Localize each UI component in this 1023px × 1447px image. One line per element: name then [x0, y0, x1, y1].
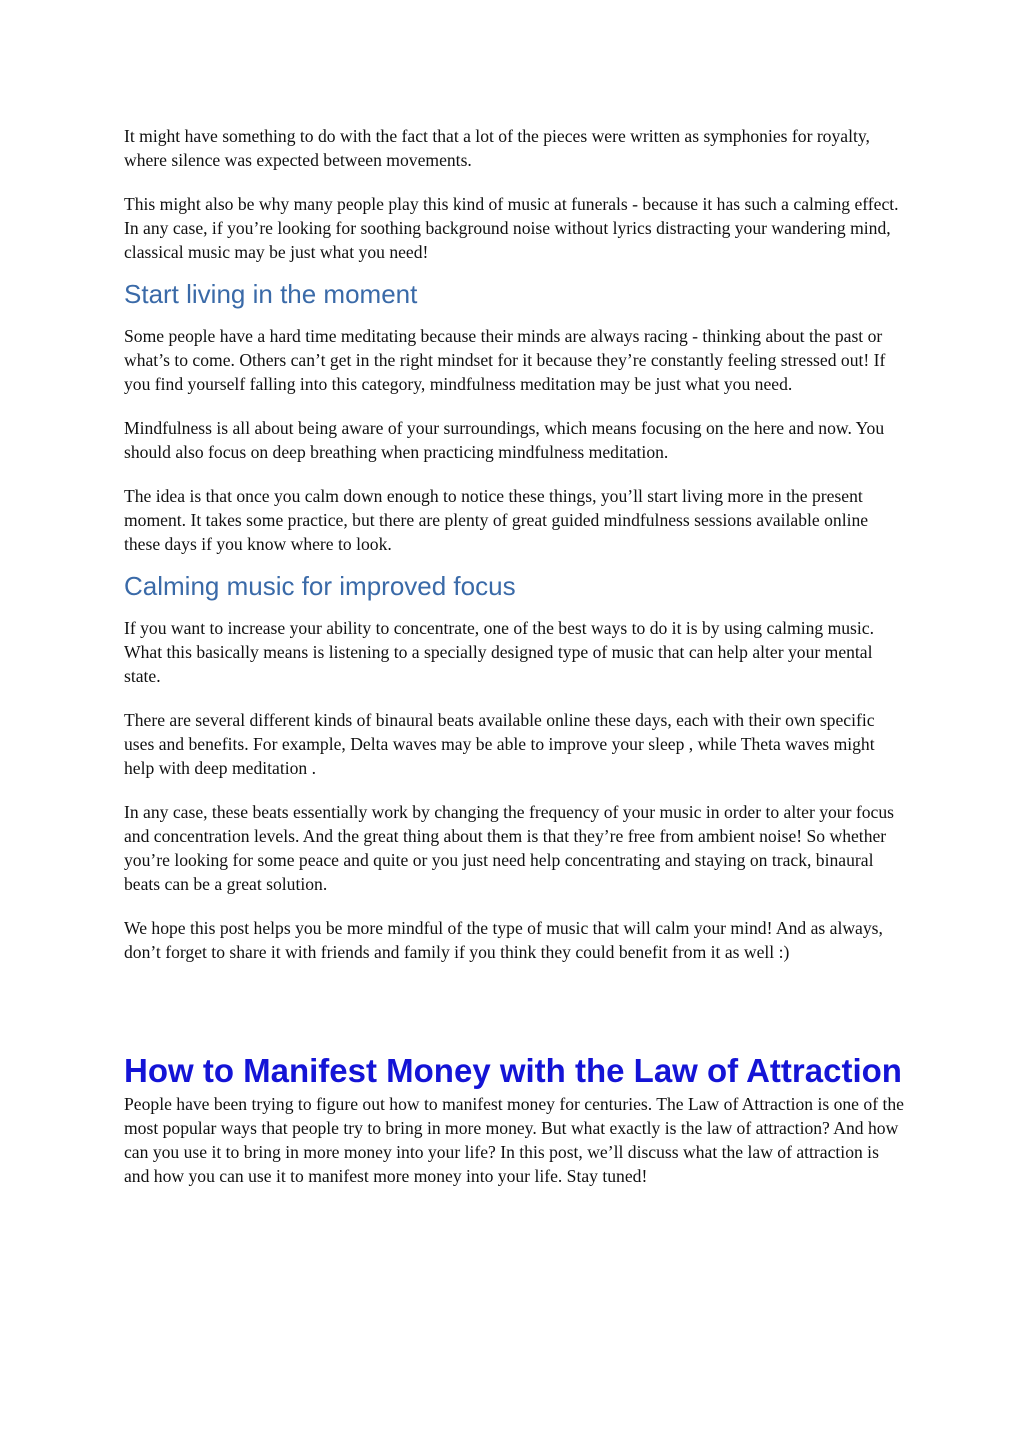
paragraph: In any case, these beats essentially work by changing the frequency of your music in order to alter your focus and concentration levels. And the great thing about them is that they’re free from ambient noise! So whether you’re looking for some peace and quite or you just need help concentrating and staying on track, binaural beats can be a great solution.: [124, 802, 894, 894]
section-heading-living-moment: Start living in the moment: [124, 279, 418, 309]
document-page: [124, 124, 904, 1208]
article-intro: People have been trying to figure out how to manifest money for centuries. The Law of Attraction is one of the most popular ways that people try to bring in more money. But what exactly is the law of attraction? And how can you use it to bring in more money into your life? In this post, we’ll discuss what the law of attraction is and how you can use it to manifest more money into your life. Stay tuned!: [124, 1094, 904, 1186]
paragraph: It might have something to do with the fact that a lot of the pieces were written as symphonies for royalty, where silence was expected between movements.: [124, 126, 870, 170]
paragraph: Mindfulness is all about being aware of your surroundings, which means focusing on the here and now. You should also focus on deep breathing when practicing mindfulness meditation.: [124, 418, 885, 462]
section-heading-calming-music: Calming music for improved focus: [124, 571, 516, 601]
paragraph: The idea is that once you calm down enough to notice these things, you’ll start living more in the present moment. It takes some practice, but there are plenty of great guided mindfulness sessions available online these days if you know where to look.: [124, 486, 869, 554]
article-title: How to Manifest Money with the Law of Attraction: [124, 1052, 902, 1089]
paragraph: If you want to increase your ability to concentrate, one of the best ways to do it is by using calming music. What this basically means is listening to a specially designed type of music that can help alter your mental state.: [124, 618, 875, 686]
section-spacer: [124, 984, 904, 1050]
paragraph: This might also be why many people play this kind of music at funerals - because it has such a calming effect. In any case, if you’re looking for soothing background noise without lyrics distracting your wandering mind, classical music may be just what you need!: [124, 194, 899, 262]
paragraph: There are several different kinds of binaural beats available online these days, each with their own specific uses and benefits. For example, Delta waves may be able to improve your sleep , while Theta waves might help with deep meditation .: [124, 710, 875, 778]
paragraph: Some people have a hard time meditating because their minds are always racing - thinking about the past or what’s to come. Others can’t get in the right mindset for it because they’re constantly feeling stressed out! If you find yourself falling into this category, mindfulness meditation may be just what you need.: [124, 326, 886, 394]
paragraph: We hope this post helps you be more mindful of the type of music that will calm your mind! And as always, don’t forget to share it with friends and family if you think they could benefit from it as well :): [124, 918, 883, 962]
